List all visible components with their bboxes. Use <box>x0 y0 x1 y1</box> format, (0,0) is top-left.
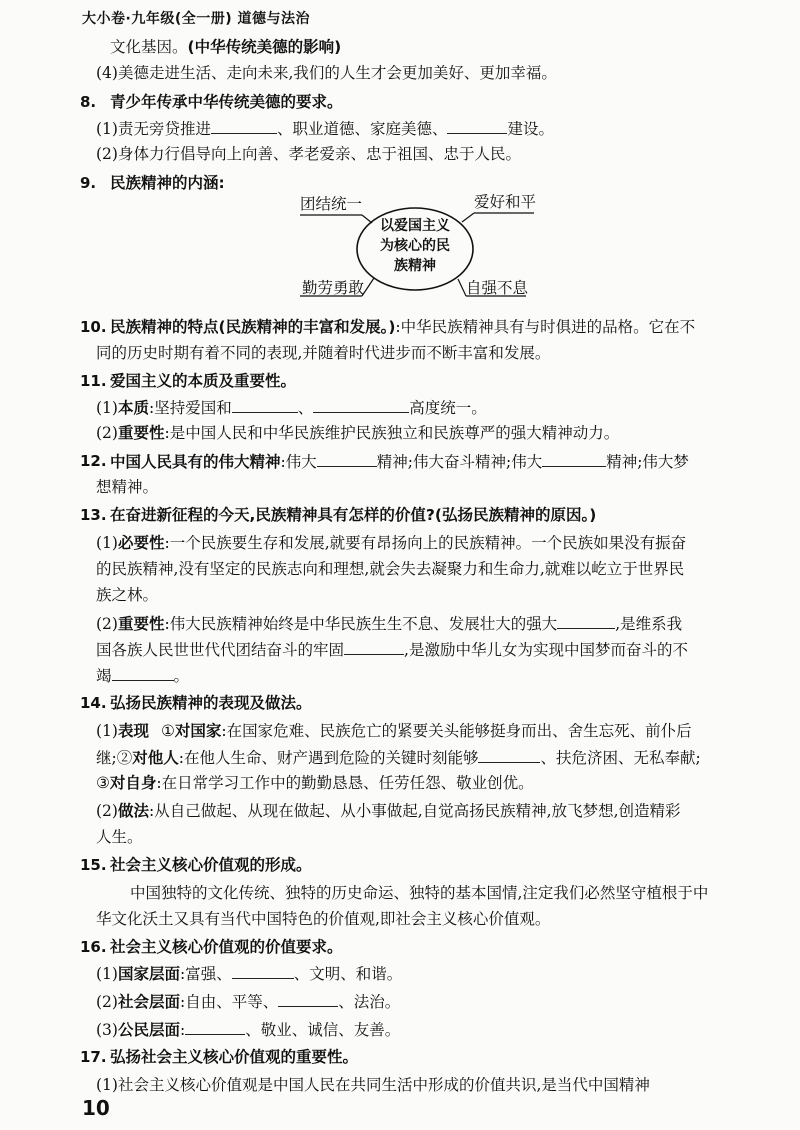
text-span: 。 <box>173 667 190 685</box>
question-number: 15. <box>80 856 107 874</box>
text-line: (4)美德走进生活、走向未来,我们的人生才会更加美好、更加幸福。 <box>96 64 557 82</box>
national-spirit-diagram <box>290 192 540 304</box>
center-line: 以爱国主义 <box>380 218 450 234</box>
keyword: 必要性 <box>117 534 165 552</box>
text-line <box>96 772 534 794</box>
text-span: :在日常学习工作中的勤勤恳恳、任劳任怨、敬业创优。 <box>156 774 534 792</box>
text-span: (1) <box>96 965 118 983</box>
text-span: :伟大民族精神始终是中华民族生生不息、发展壮大的强大 <box>164 615 558 633</box>
bold-note: (中华传统美德的影响) <box>187 38 342 56</box>
text-line <box>96 117 554 140</box>
text-span: (2) <box>96 615 118 633</box>
text-span: (2) <box>96 802 118 820</box>
text-span: (1) <box>96 722 118 740</box>
answer-blank[interactable] <box>211 117 277 134</box>
text-span: :一个民族要生存和发展,就要有昂扬向上的民族精神。一个民族如果没有振奋 <box>164 534 687 552</box>
text-span: (1) <box>96 534 118 552</box>
text-line <box>96 746 701 769</box>
keyword: 社会层面 <box>117 993 180 1011</box>
text-span: 精神;伟大梦 <box>606 453 689 471</box>
text-span: (3) <box>96 1021 118 1039</box>
text-span: ,是维系我 <box>615 615 683 633</box>
text-span: ① <box>160 722 175 740</box>
text-span: ,是激励中华儿女为实现中国梦而奋斗的不 <box>404 641 688 659</box>
text-span: :自由、平等、 <box>179 993 279 1011</box>
question-number: 8. <box>80 93 97 111</box>
text-span: 、敬业、诚信、友善。 <box>245 1021 401 1039</box>
text-line <box>96 396 487 419</box>
question-title: 在奋进新征程的今天,民族精神具有怎样的价值?(弘扬民族精神的原因。) <box>110 506 597 524</box>
question-number: 14. <box>80 694 107 712</box>
text-span: 、 <box>297 399 314 417</box>
text-line: 想精神。 <box>96 478 159 496</box>
text-line <box>96 720 692 742</box>
text-span: :在国家危难、民族危亡的紧要关头能够挺身而出、舍生忘死、前仆后 <box>221 722 692 740</box>
answer-blank[interactable] <box>232 962 294 979</box>
keyword: 对他人 <box>132 749 179 767</box>
text-span: (2) <box>96 424 118 442</box>
text-span: 精神;伟大奋斗精神;伟大 <box>376 453 543 471</box>
text-line: 中国独特的文化传统、独特的历史命运、独特的基本国情,注定我们必然坚守植根于中 <box>130 884 709 902</box>
text-line <box>96 422 619 444</box>
text-line: (1)社会主义核心价值观是中国人民在共同生活中形成的价值共识,是当代中国精神 <box>96 1076 650 1094</box>
question-number: 13. <box>80 506 107 524</box>
text-span: ③ <box>96 774 110 792</box>
text-span: 建设。 <box>507 120 554 138</box>
text-span: 继;② <box>96 749 133 767</box>
answer-blank[interactable] <box>185 1018 245 1035</box>
question-title: 弘扬民族精神的表现及做法。 <box>110 694 312 712</box>
question-number: 16. <box>80 938 107 956</box>
question-title: 社会主义核心价值观的价值要求。 <box>110 938 343 956</box>
diagram-center-text <box>365 216 465 276</box>
question-title: 中国人民具有的伟大精神 <box>110 453 281 471</box>
text-line: (2)身体力行倡导向上向善、孝老爱亲、忠于祖国、忠于人民。 <box>96 145 521 163</box>
text-line <box>96 612 682 635</box>
text-line: 的民族精神,没有坚定的民族志向和理想,就会失去凝聚力和生命力,就难以屹立于世界民 <box>96 560 685 578</box>
question-title: 社会主义核心价值观的形成。 <box>110 856 312 874</box>
text-line <box>96 664 189 687</box>
text-line <box>96 990 400 1013</box>
text-span: 文化基因。 <box>110 38 188 56</box>
connector-line <box>458 279 466 296</box>
text-line <box>96 532 686 554</box>
text-line <box>96 1018 400 1041</box>
question-number: 17. <box>80 1048 107 1066</box>
text-span: 国各族人民世世代代团结奋斗的牢固 <box>96 641 345 659</box>
text-span: :伟大 <box>280 453 317 471</box>
keyword: 对国家 <box>174 722 222 740</box>
answer-blank[interactable] <box>313 396 409 413</box>
text-span: :是中国人民和中华民族维护民族独立和民族尊严的强大精神动力。 <box>164 424 620 442</box>
text-line <box>110 316 695 338</box>
diagram-label-top-right: 爱好和平 <box>474 193 537 211</box>
answer-blank[interactable] <box>478 746 540 763</box>
text-line <box>110 450 689 473</box>
keyword: 表现 <box>117 722 149 740</box>
page-header: 大小卷·九年级(全一册) 道德与法治 <box>82 11 310 27</box>
question-title: 民族精神的内涵: <box>110 174 225 192</box>
keyword: 重要性 <box>117 615 165 633</box>
question-number: 11. <box>80 372 107 390</box>
text-span: (1) <box>96 399 118 417</box>
keyword: 国家层面 <box>117 965 180 983</box>
answer-blank[interactable] <box>278 990 338 1007</box>
diagram-label-top-left: 团结统一 <box>300 195 363 213</box>
text-span: :在他人生命、财产遇到危险的关键时刻能够 <box>178 749 479 767</box>
question-number: 10. <box>80 318 107 336</box>
text-span: :坚持爱国和 <box>148 399 232 417</box>
center-line: 族精神 <box>394 258 436 274</box>
text-line <box>96 962 402 985</box>
text-span: : <box>179 1021 186 1039</box>
text-line: 人生。 <box>96 828 143 846</box>
text-span: 、扶危济困、无私奉献; <box>540 749 701 767</box>
text-span: :中华民族精神具有与时俱进的品格。它在不 <box>395 318 696 336</box>
question-title: 民族精神的特点(民族精神的丰富和发展。) <box>110 318 396 336</box>
text-span: :从自己做起、从现在做起、从小事做起,自觉高扬民族精神,放飞梦想,创造精彩 <box>148 802 681 820</box>
keyword: 本质 <box>117 399 149 417</box>
question-number: 12. <box>80 452 107 470</box>
keyword: 公民层面 <box>117 1021 180 1039</box>
answer-blank[interactable] <box>344 638 404 655</box>
answer-blank[interactable] <box>447 117 507 134</box>
text-line: 族之林。 <box>96 586 159 604</box>
answer-blank[interactable] <box>317 450 377 467</box>
text-span: 、职业道德、家庭美德、 <box>276 120 448 138</box>
diagram-label-bottom-left: 勤劳勇敢 <box>302 279 365 297</box>
text-line: 华文化沃土又具有当代中国特色的价值观,即社会主义核心价值观。 <box>96 910 551 928</box>
text-line: 同的历史时期有着不同的表现,并随着时代进步而不断丰富和发展。 <box>96 344 551 362</box>
answer-blank[interactable] <box>112 664 174 681</box>
text-span: 、法治。 <box>338 993 401 1011</box>
question-title: 弘扬社会主义核心价值观的重要性。 <box>110 1048 359 1066</box>
text-span: 、文明、和谐。 <box>293 965 403 983</box>
text-span: (1)责无旁贷推进 <box>96 120 211 138</box>
page-number: 10 <box>82 1096 110 1120</box>
answer-blank[interactable] <box>542 450 606 467</box>
text-line <box>96 638 688 661</box>
text-line <box>96 800 681 822</box>
keyword: 对自身 <box>109 774 157 792</box>
text-line <box>110 36 341 58</box>
text-span: :富强、 <box>179 965 232 983</box>
text-span: (2) <box>96 993 118 1011</box>
question-title: 青少年传承中华传统美德的要求。 <box>110 93 343 111</box>
question-number: 9. <box>80 174 97 192</box>
keyword: 做法 <box>117 802 149 820</box>
text-span: 高度统一。 <box>409 399 487 417</box>
center-line: 为核心的民 <box>380 238 450 254</box>
answer-blank[interactable] <box>232 396 298 413</box>
text-span: 竭 <box>96 667 112 685</box>
question-title: 爱国主义的本质及重要性。 <box>110 372 297 390</box>
diagram-label-bottom-right: 自强不息 <box>466 279 529 297</box>
keyword: 重要性 <box>117 424 165 442</box>
answer-blank[interactable] <box>557 612 615 629</box>
